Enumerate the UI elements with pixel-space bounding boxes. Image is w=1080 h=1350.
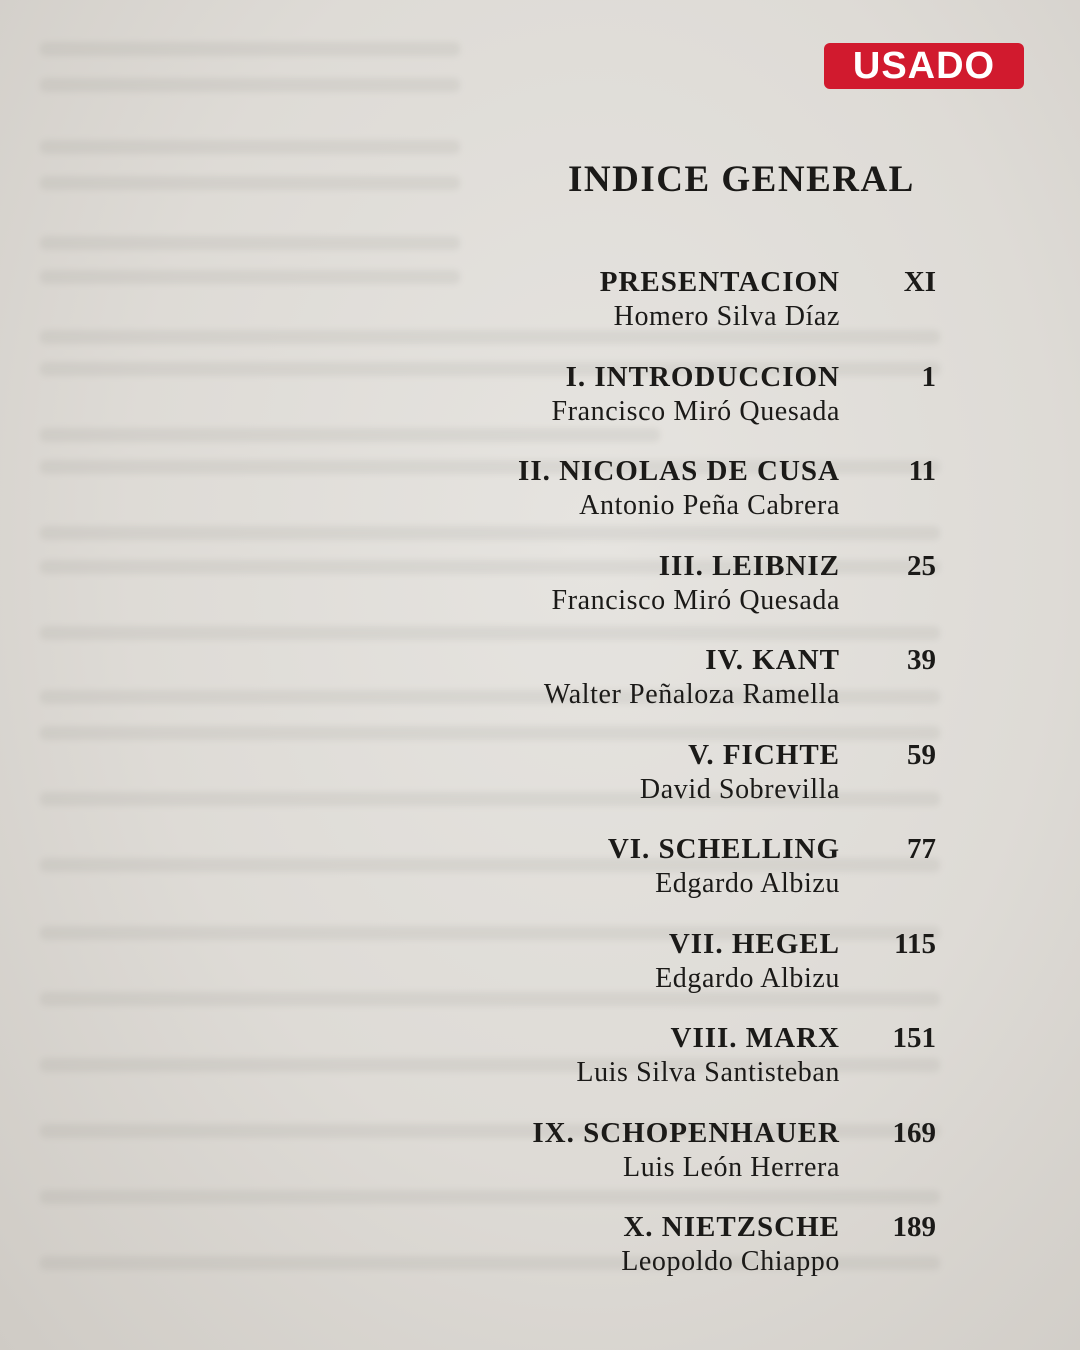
table-of-contents [440,266,940,1306]
toc-entry [440,266,940,361]
toc-entry [440,739,940,834]
entry-page-number: XI [903,266,936,298]
toc-entry [440,1022,940,1117]
entry-title: I. INTRODUCCION [565,360,840,393]
entry-author: David Sobrevilla [639,773,840,805]
entry-page-number: 1 [921,360,936,393]
entry-title: VII. HEGEL [668,927,840,960]
entry-title: II. NICOLAS DE CUSA [518,455,840,487]
page-title: INDICE GENERAL [568,159,915,200]
entry-title: IX. SCHOPENHAUER [532,1116,840,1149]
entry-title: X. NIETZSCHE [623,1211,840,1243]
entry-title: VI. SCHELLING [607,833,840,865]
entry-title: PRESENTACION [599,266,840,298]
entry-title: III. LEIBNIZ [658,549,840,582]
toc-entry [440,928,940,1023]
toc-entry [440,361,940,456]
entry-page-number: 25 [907,549,936,582]
entry-title: VIII. MARX [670,1022,840,1054]
entry-author: Walter Peñaloza Ramella [543,679,840,710]
bleed-through-line [40,270,460,284]
entry-page-number: 115 [894,927,936,960]
entry-author: Luis Silva Santisteban [576,1057,840,1088]
entry-author: Francisco Miró Quesada [551,584,840,616]
entry-page-number: 39 [907,644,936,676]
bleed-through-line [40,42,460,56]
toc-entry [440,550,940,645]
entry-author: Leopoldo Chiappo [621,1246,840,1277]
entry-author: Edgardo Albizu [655,868,840,899]
bleed-through-line [40,78,460,92]
entry-page-number: 11 [908,455,936,487]
entry-page-number: 169 [892,1116,936,1149]
entry-page-number: 189 [892,1211,936,1243]
entry-page-number: 151 [892,1022,936,1054]
entry-page-number: 77 [907,833,936,865]
used-badge: USADO [824,43,1024,89]
toc-entry [440,1117,940,1212]
toc-entry [440,1211,940,1306]
entry-author: Luis León Herrera [623,1151,840,1183]
bleed-through-line [40,236,460,250]
toc-entry [440,455,940,550]
entry-title: IV. KANT [705,644,840,676]
entry-title: V. FICHTE [688,738,840,771]
bleed-through-line [40,176,460,190]
entry-page-number: 59 [907,738,936,771]
bleed-through-line [40,140,460,154]
entry-author: Antonio Peña Cabrera [579,490,840,521]
entry-author: Edgardo Albizu [655,962,840,994]
toc-entry [440,833,940,928]
entry-author: Francisco Miró Quesada [551,395,840,427]
entry-author: Homero Silva Díaz [613,301,840,332]
toc-entry [440,644,940,739]
